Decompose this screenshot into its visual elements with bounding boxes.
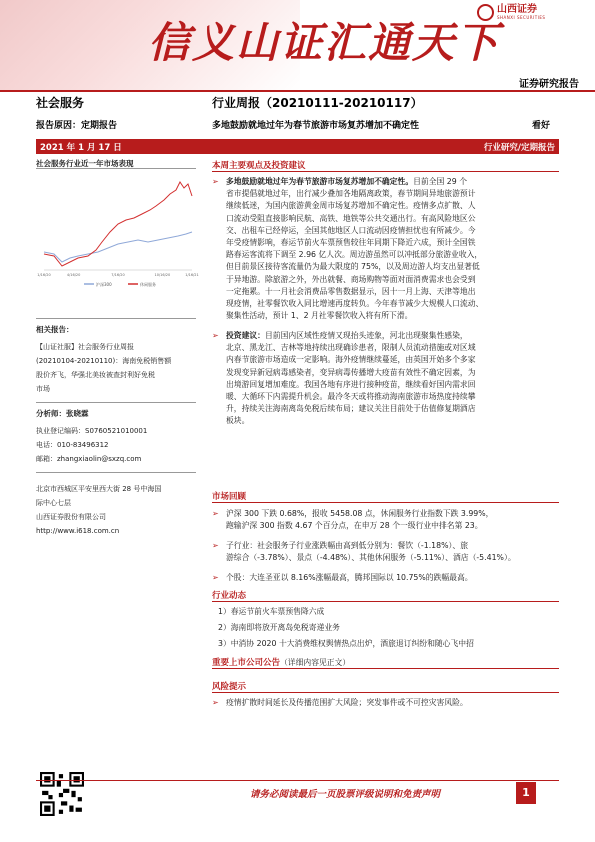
section-title-main-views: 本周主要观点及投资建议 (212, 161, 306, 171)
bullet-icon: ➢ (212, 573, 219, 582)
investment-line: 暖、大循环下内需提升机会。最冷冬天或将推动海南旅游市场热度持续攀 (226, 392, 476, 402)
x-tick-label: 1/16/21 (185, 273, 199, 277)
bullet-icon: ➢ (212, 698, 219, 707)
section-rule (212, 502, 559, 503)
related-reports (36, 340, 196, 396)
analyst-title: 分析师：张晓霖 (36, 409, 89, 418)
section-title-risk: 风险提示 (212, 682, 247, 692)
logo-en: SHANXI SECURITIES (497, 15, 546, 20)
bullet-icon: ➢ (212, 509, 219, 518)
bullet-icon: ➢ (212, 541, 219, 550)
outlook-line: 于异地游。除旅游之外，外出就餐、商场购物等面对面消费需求也会受到 (226, 274, 476, 284)
chart-title-rule (36, 168, 196, 169)
chart-legend (84, 281, 156, 287)
x-tick-label: 1/16/20 (37, 273, 51, 277)
market-line: 个股：大连圣亚以 8.16%涨幅最高，腾邦国际以 10.75%的跌幅最高。 (226, 573, 473, 582)
logo-icon (477, 4, 494, 21)
address-line: 际中心七层 (36, 499, 71, 507)
outlook-line: 目前全国 29 个 (413, 177, 467, 186)
headline: 多地鼓励就地过年为春节旅游市场复苏增加不确定性 (212, 121, 420, 131)
investment-bold: 投资建议： (226, 331, 265, 340)
section-title-industry-news: 行业动态 (212, 591, 247, 601)
risk-paragraph (212, 697, 559, 709)
address-line: 北京市西城区平安里西大街 28 号中海国 (36, 485, 162, 493)
outlook-line: 聚集性活动，预计 1、2 月社零餐饮收入将有所下滑。 (226, 311, 413, 321)
slogan: 信义山证汇通天下 (148, 18, 501, 67)
section-company-announcements (212, 656, 350, 668)
market-review-stock (212, 572, 559, 584)
company-logo (477, 4, 545, 21)
industry-name: 社会服务 (36, 96, 85, 110)
address-line: 山西证券股份有限公司 (36, 513, 106, 521)
rating: 看好 (532, 121, 551, 131)
logo-name: 山西证券 (497, 4, 537, 15)
outlook-line: 路春运客流将下调至 2.96 亿人次。周边游虽然可以冲抵部分旅游业收入， (226, 250, 483, 260)
outlook-line: 一定拖累。十一月社会消费品零售数据显示，因十一月上海、天津等地出 (226, 286, 476, 296)
market-review-subsector (212, 540, 559, 564)
related-title: 相关报告： (36, 325, 74, 334)
outlook-line: 继续低迷，为国内旅游黄金周市场复苏增加不确定性。疫情多点扩散、人 (226, 201, 476, 211)
chart-title: 社会服务行业近一年市场表现 (36, 159, 134, 168)
analyst-line: 执业登记编码：S0760521010001 (36, 427, 148, 435)
x-tick-label: 10/16/20 (154, 273, 171, 277)
legend-label-hs300: 沪深300 (96, 282, 112, 287)
section-rule (212, 668, 559, 669)
investment-line: 内春节旅游市场造成一定影响。海外疫情继续蔓延，由英国开始多个多家 (226, 355, 476, 365)
performance-chart (36, 170, 199, 290)
risk-text: 疫情扩散时间延长及传播范围扩大风险；突发事件或不可控灾害风险。 (226, 698, 468, 707)
investment-line: 出境游回复增加难度。我国各地有序进行接种疫苗，继续看好国内需求回 (226, 379, 476, 389)
market-line: 跑输沪深 300 指数 4.67 个百分点，在申万 28 个一级行业中排名第 23。 (226, 521, 483, 531)
section-rule (212, 171, 559, 172)
section-rule (212, 601, 559, 602)
outlook-line: 但目前景区接待客流量仍为最大限度的 75%，以及周边游人均支出显著低 (226, 262, 480, 272)
analyst-line: 电话：010-83496312 (36, 441, 109, 449)
footer-rule (36, 780, 559, 781)
news-item: 3）中消协 2020 十大消费维权舆情热点出炉，酒旅退订纠纷和随心飞中招 (218, 639, 474, 649)
analyst-info (36, 424, 196, 466)
company-website[interactable]: http://www.i618.com.cn (36, 527, 120, 535)
left-divider (36, 318, 196, 319)
announcement-note: （详细内容见正文） (280, 658, 351, 667)
footer-disclaimer: 请务必阅读最后一页股票评级说明和免责声明 (250, 789, 441, 800)
x-tick-label: 7/16/20 (111, 273, 125, 277)
x-tick-labels (37, 273, 199, 277)
investment-line: 北京、黑龙江、吉林等地持续出现确诊患者，限制人员流动措施或对区域 (226, 343, 476, 353)
outlook-line: 口流动受阻直接影响民航、高铁、地铁等公共交通出行。有高风险地区公 (226, 213, 476, 223)
related-line[interactable]: (20210104-20210110)：海南免税销售额 (36, 357, 172, 365)
market-line: 子行业：社会服务子行业涨跌幅由高到低分别为：餐饮（-1.18%）、旅 (226, 541, 468, 550)
outlook-line: 现疫情，社零餐饮收入同比增速再度转负。今年春节减少大规模人口流动、 (226, 299, 484, 309)
report-type: 证券研究报告 (519, 79, 579, 90)
report-category: 行业研究/定期报告 (483, 143, 555, 153)
report-date: 2021 年 1 月 17 日 (40, 143, 122, 153)
banner-divider (0, 90, 595, 92)
report-reason: 报告原因：定期报告 (36, 121, 118, 131)
series-hs300-line (44, 232, 192, 262)
investment-line: 目前国内区域性疫情又现抬头迹象，河北出现聚集性感染， (264, 331, 468, 340)
section-title-announcements: 重要上市公司公告 (212, 658, 281, 668)
analyst-email[interactable]: 邮箱：zhangxiaolin@sxzq.com (36, 455, 142, 463)
investment-line: 板块。 (226, 416, 250, 426)
outlook-bold: 多地鼓励就地过年为春节旅游市场复苏增加不确定性。 (226, 177, 414, 186)
company-address (36, 482, 196, 538)
market-line: 沪深 300 下跌 0.68%，报收 5458.08 点，休闲服务行业指数下跌 3.99%， (226, 509, 494, 518)
left-divider (36, 402, 196, 403)
related-line[interactable]: 【山证社服】社会服务行业周报 (36, 343, 134, 351)
series-leisure-line (44, 182, 192, 266)
bullet-icon: ➢ (212, 177, 219, 186)
news-item: 1）春运节前火车票预售降六成 (218, 607, 325, 616)
industry-news-list (218, 606, 551, 651)
bullet-icon: ➢ (212, 331, 219, 340)
page-number: 1 (516, 782, 536, 804)
section-title-market-review: 市场回顾 (212, 492, 247, 502)
qr-code-icon (40, 772, 84, 816)
market-review-index (212, 508, 559, 532)
related-line[interactable]: 股价齐飞，华强北美妆被查封利好免税 (36, 371, 155, 379)
date-bar (36, 139, 559, 154)
outlook-line: 交、出租车已经停运，全国其他地区人口流动因疫情担忧也有所减少。今 (226, 225, 476, 235)
x-tick-label: 4/16/20 (66, 273, 81, 277)
news-item: 2）海南即将放开离岛免税寄递业务 (218, 623, 340, 633)
investment-line: 升，持续关注海南离岛免税后续布局；建议关注目前处于估值修复期酒店 (226, 404, 476, 414)
paragraph-investment (212, 330, 559, 428)
section-rule (212, 692, 559, 693)
outlook-line: 年受疫情影响，春运节前火车票预售较往年同期下降近六成，预计全国铁 (226, 238, 476, 248)
weekly-title: 行业周报（20210111-20210117） (212, 96, 423, 110)
outlook-line: 省市提倡就地过年，出行减少叠加各地隔离政策，春节期间异地旅游预计 (226, 189, 476, 199)
investment-line: 发现变异新冠病毒感染者，变异病毒传播增大疫苗有效性不确定因素，为 (226, 367, 476, 377)
left-divider (36, 472, 196, 473)
related-line[interactable]: 市场 (36, 385, 50, 393)
legend-label-leisure: 休闲服务 (140, 282, 156, 287)
market-line: 游综合（-3.78%）、景点（-4.48%）、其他休闲服务（-5.11%）、酒店（-5.41%）。 (226, 553, 516, 563)
paragraph-outlook (212, 176, 559, 322)
